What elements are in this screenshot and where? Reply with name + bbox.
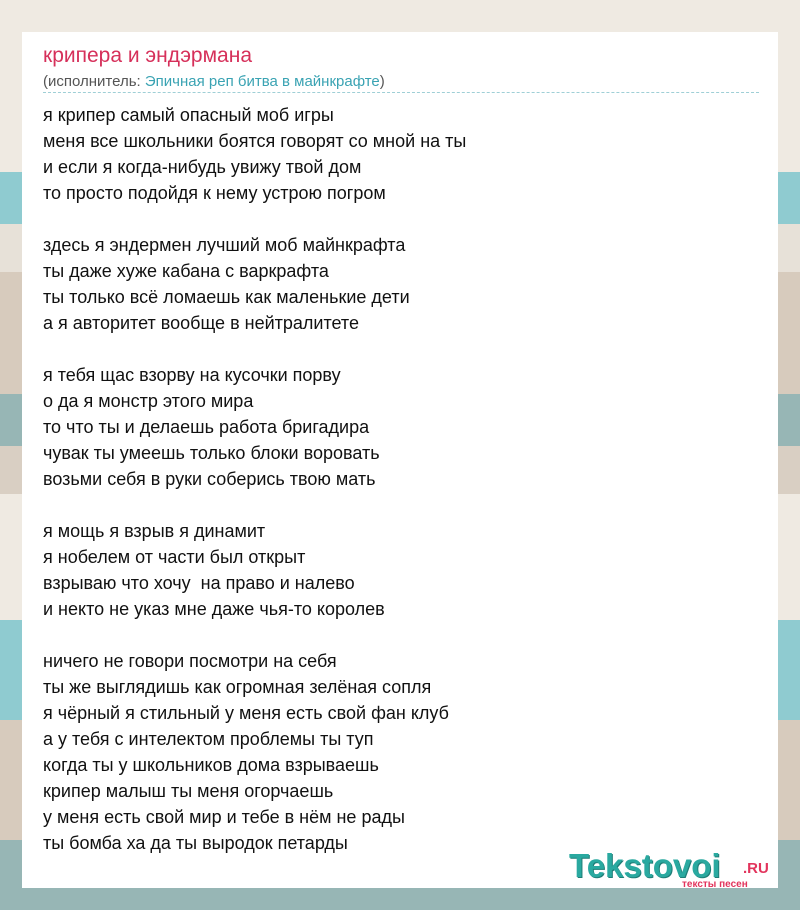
verse xyxy=(43,518,759,622)
lyric-line: крипер малыш ты меня огорчаешь xyxy=(43,781,334,801)
logo-wordmark: Tekstovoi xyxy=(569,847,721,884)
lyric-line: ты даже хуже кабана с варкрафта xyxy=(43,261,329,281)
lyric-line: ничего не говори посмотри на себя xyxy=(43,651,337,671)
lyric-line: возьми себя в руки соберись твою мать xyxy=(43,469,376,489)
lyric-line: меня все школьники боятся говорят со мной на ты xyxy=(43,131,467,151)
lyric-line: и некто не указ мне даже чья-то королев xyxy=(43,599,385,619)
lyric-line: я мощь я взрыв я динамит xyxy=(43,521,266,541)
lyric-line: здесь я эндермен лучший моб майнкрафта xyxy=(43,235,406,255)
verse xyxy=(43,362,759,492)
lyrics-card xyxy=(22,32,778,888)
lyric-line: я тебя щас взорву на кусочки порву xyxy=(43,365,341,385)
site-logo[interactable] xyxy=(569,847,779,890)
lyric-line: то что ты и делаешь работа бригадира xyxy=(43,417,370,437)
song-title: крипера и эндэрмана xyxy=(43,44,252,67)
artist-prefix: (исполнитель: xyxy=(43,73,145,90)
verse xyxy=(43,648,759,856)
divider xyxy=(43,92,759,93)
lyric-line: я нобелем от части был открыт xyxy=(43,547,306,567)
lyric-line: когда ты у школьников дома взрываешь xyxy=(43,755,379,775)
lyric-line: то просто подойдя к нему устрою погром xyxy=(43,183,386,203)
lyric-line: чувак ты умеешь только блоки воровать xyxy=(43,443,380,463)
lyric-line: а я авторитет вообще в нейтралитете xyxy=(43,313,359,333)
artist-line xyxy=(43,73,385,90)
lyric-line: ты только всё ломаешь как маленькие дети xyxy=(43,287,410,307)
lyrics-body xyxy=(43,102,759,882)
logo-tagline: тексты песен xyxy=(682,879,748,890)
verse xyxy=(43,102,759,206)
lyric-line: ты же выглядишь как огромная зелёная сопля xyxy=(43,677,432,697)
lyric-line: ты бомба ха да ты выродок петарды xyxy=(43,833,348,853)
lyric-line: у меня есть свой мир и тебе в нём не рады xyxy=(43,807,405,827)
lyric-line: я крипер самый опасный моб игры xyxy=(43,105,334,125)
lyric-line: а у тебя с интелектом проблемы ты туп xyxy=(43,729,374,749)
verse xyxy=(43,232,759,336)
lyric-line: взрываю что хочу на право и налево xyxy=(43,573,355,593)
lyric-line: я чёрный я стильный у меня есть свой фан клуб xyxy=(43,703,449,723)
lyric-line: о да я монстр этого мира xyxy=(43,391,254,411)
logo-domain: .RU xyxy=(743,860,769,877)
artist-link[interactable]: Эпичная реп битва в майнкрафте xyxy=(144,73,380,90)
artist-suffix: ) xyxy=(379,73,385,90)
lyric-line: и если я когда-нибудь увижу твой дом xyxy=(43,157,362,177)
